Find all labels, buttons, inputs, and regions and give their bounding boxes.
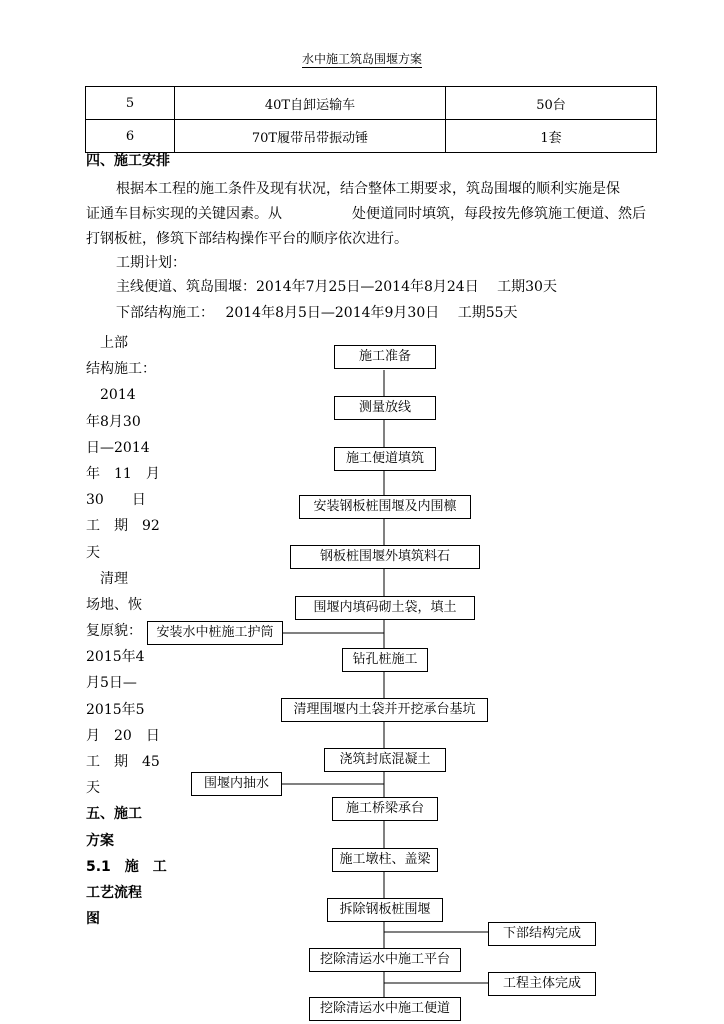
para1-line3: 打钢板桩，修筑下部结构操作平台的顺序依次进行。 (86, 231, 408, 247)
flow-step: 挖除清运水中施工便道 (309, 997, 461, 1021)
flow-step: 施工桥梁承台 (332, 797, 438, 821)
flow-step: 施工准备 (334, 345, 436, 369)
col-line: 5.1 施 工 (86, 858, 167, 875)
col-line: 月5日— (86, 675, 137, 692)
flow-step: 施工便道填筑 (334, 447, 436, 471)
plan-label: 工期计划： (116, 255, 186, 271)
flow-side-step: 安装水中桩施工护筒 (147, 621, 283, 645)
col-line: 天 (86, 780, 100, 797)
flow-step: 清理围堰内土袋并开挖承台基坑 (281, 698, 488, 722)
flow-step: 施工墩柱、盖梁 (332, 848, 438, 872)
col-line: 2015年5 (86, 701, 145, 718)
col-line: 工艺流程 (86, 884, 142, 901)
col-line: 五、施工 (86, 806, 142, 823)
cell-qty: 50台 (446, 87, 657, 120)
cell-no: 5 (86, 87, 175, 120)
flow-step: 测量放线 (334, 396, 436, 420)
col-line: 工 期 92 (86, 518, 160, 535)
col-line: 2015年4 (86, 649, 145, 666)
col-line: 上部 (86, 335, 128, 351)
flow-side-step: 工程主体完成 (488, 972, 596, 996)
col-line: 月 20 日 (86, 727, 160, 744)
section4-heading: 四、施工安排 (86, 153, 170, 169)
col-line: 天 (86, 544, 100, 561)
flow-step: 安装钢板桩围堰及内围檩 (299, 495, 471, 519)
col-line: 2014 (86, 387, 136, 404)
col-line: 方案 (86, 832, 114, 849)
col-line: 工 期 45 (86, 754, 160, 770)
plan-line1: 主线便道、筑岛围堰：2014年7月25日—2014年8月24日 工期30天 (116, 279, 557, 295)
flow-step: 挖除清运水中施工平台 (309, 948, 461, 972)
cell-no: 6 (86, 120, 175, 153)
flow-step: 拆除钢板桩围堰 (327, 898, 443, 922)
flow-step: 钢板桩围堰外填筑料石 (290, 545, 480, 569)
cell-name: 40T自卸运输车 (175, 87, 446, 120)
col-line: 30 日 (86, 492, 146, 509)
col-line: 结构施工： (86, 361, 156, 378)
cell-qty: 1套 (446, 120, 657, 153)
col-line: 图 (86, 911, 100, 928)
para1-line1: 根据本工程的施工条件及现有状况，结合整体工期要求，筑岛围堰的顺利实施是保 (116, 181, 620, 197)
cell-name: 70T履带吊带振动锤 (175, 120, 446, 153)
col-line: 清理 (86, 570, 128, 587)
flow-side-step: 下部结构完成 (488, 922, 596, 946)
flow-step: 围堰内填码砌土袋，填土 (295, 596, 475, 620)
header-title: 水中施工筑岛围堰方案 (301, 52, 422, 66)
col-line: 复原貌： (86, 623, 142, 640)
para1-line2: 证通车目标实现的关键因素。从 处便道同时填筑，每段按先修筑施工便道、然后 (86, 206, 646, 222)
flow-step: 钻孔桩施工 (342, 648, 428, 672)
col-line: 场地、恢 (86, 596, 142, 613)
flow-step: 浇筑封底混凝土 (324, 748, 446, 772)
plan-line2: 下部结构施工： 2014年8月5日—2014年9月30日 工期55天 (116, 305, 518, 321)
col-line: 日—2014 (86, 439, 150, 456)
flow-side-step: 围堰内抽水 (191, 772, 282, 796)
col-line: 年 11 月 (86, 465, 160, 482)
col-line: 年8月30 (86, 413, 141, 430)
